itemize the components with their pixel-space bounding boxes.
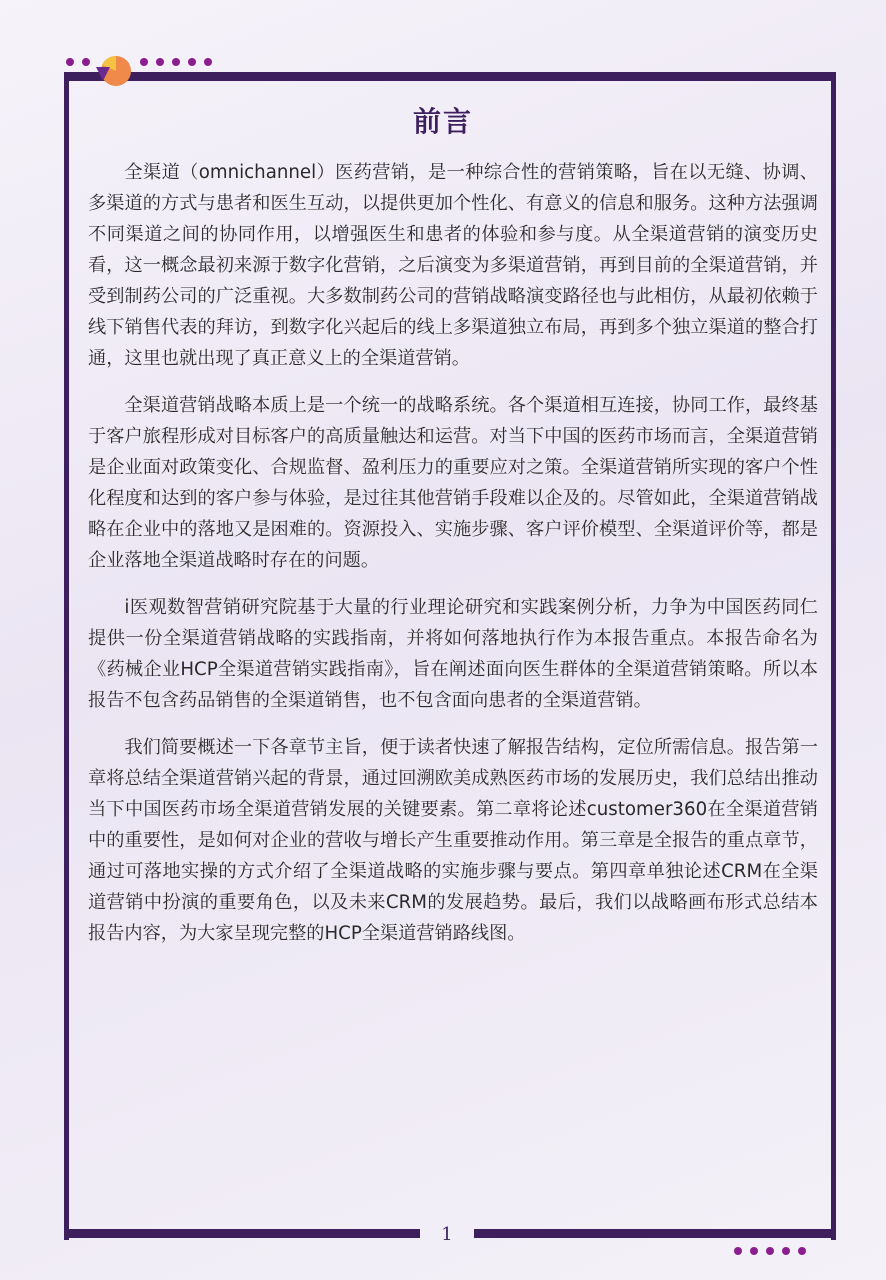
decor-dots-top-left	[66, 58, 90, 66]
page-number: 1	[441, 1224, 453, 1245]
paragraph: 全渠道（omnichannel）医药营销，是一种综合性的营销策略，旨在以无缝、协调、多渠道的方式与患者和医生互动，以提供更加个性化、有意义的信息和服务。这种方法强调不同渠道之间的协同作用，以增强医生和患者的体验和参与度。从全渠道营销的演变历史看，这一概念最初来源于数字化营销，之后演变为多渠道营销，再到目前的全渠道营销，并受到制药公司的广泛重视。大多数制药公司的营销战略演变路径也与此相仿，从最初依赖于线下销售代表的拜访，到数字化兴起后的线上多渠道独立布局，再到多个独立渠道的整合打通，这里也就出现了真正意义上的全渠道营销。	[88, 162, 818, 369]
frame-bottom-bar-right	[474, 1229, 836, 1238]
frame-bottom-bar-left	[64, 1229, 420, 1238]
decor-dot	[204, 58, 212, 66]
decor-dot	[734, 1247, 742, 1255]
decor-dot	[140, 58, 148, 66]
pie-logo-icon	[94, 53, 134, 89]
decor-dot	[172, 58, 180, 66]
paragraph: 全渠道营销战略本质上是一个统一的战略系统。各个渠道相互连接，协同工作，最终基于客户旅程形成对目标客户的高质量触达和运营。对当下中国的医药市场而言，全渠道营销是企业面对政策变化、合规监督、盈利压力的重要应对之策。全渠道营销所实现的客户个性化程度和达到的客户参与体验，是过往其他营销手段难以企及的。尽管如此，全渠道营销战略在企业中的落地又是困难的。资源投入、实施步骤、客户评价模型、全渠道评价等，都是企业落地全渠道战略时存在的问题。	[88, 395, 818, 571]
decor-dot	[66, 58, 74, 66]
decor-dot	[156, 58, 164, 66]
decor-dots-top-right	[140, 58, 212, 66]
decor-dot	[782, 1247, 790, 1255]
paragraph: 我们简要概述一下各章节主旨，便于读者快速了解报告结构，定位所需信息。报告第一章将总结全渠道营销兴起的背景，通过回溯欧美成熟医药市场的发展历史，我们总结出推动当下中国医药市场全渠道营销发展的关键要素。第二章将论述customer360在全渠道营销中的重要性，是如何对企业的营收与增长产生重要推动作用。第三章是全报告的重点章节，通过可落地实操的方式介绍了全渠道战略的实施步骤与要点。第四章单独论述CRM在全渠道营销中扮演的重要角色，以及未来CRM的发展趋势。最后，我们以战略画布形式总结本报告内容，为大家呈现完整的HCP全渠道营销路线图。	[88, 737, 818, 944]
paragraph: i医观数智营销研究院基于大量的行业理论研究和实践案例分析，力争为中国医药同仁提供一份全渠道营销战略的实践指南，并将如何落地执行作为本报告重点。本报告命名为《药械企业HCP全渠道营销实践指南》，旨在阐述面向医生群体的全渠道营销策略。所以本报告不包含药品销售的全渠道销售，也不包含面向患者的全渠道营销。	[88, 597, 818, 711]
page-title: 前言	[412, 105, 473, 138]
decor-dot	[798, 1247, 806, 1255]
decor-dot	[750, 1247, 758, 1255]
decor-dot	[766, 1247, 774, 1255]
decor-dots-bottom	[734, 1247, 806, 1255]
body-text	[88, 157, 818, 965]
decor-dot	[82, 58, 90, 66]
decor-dot	[188, 58, 196, 66]
